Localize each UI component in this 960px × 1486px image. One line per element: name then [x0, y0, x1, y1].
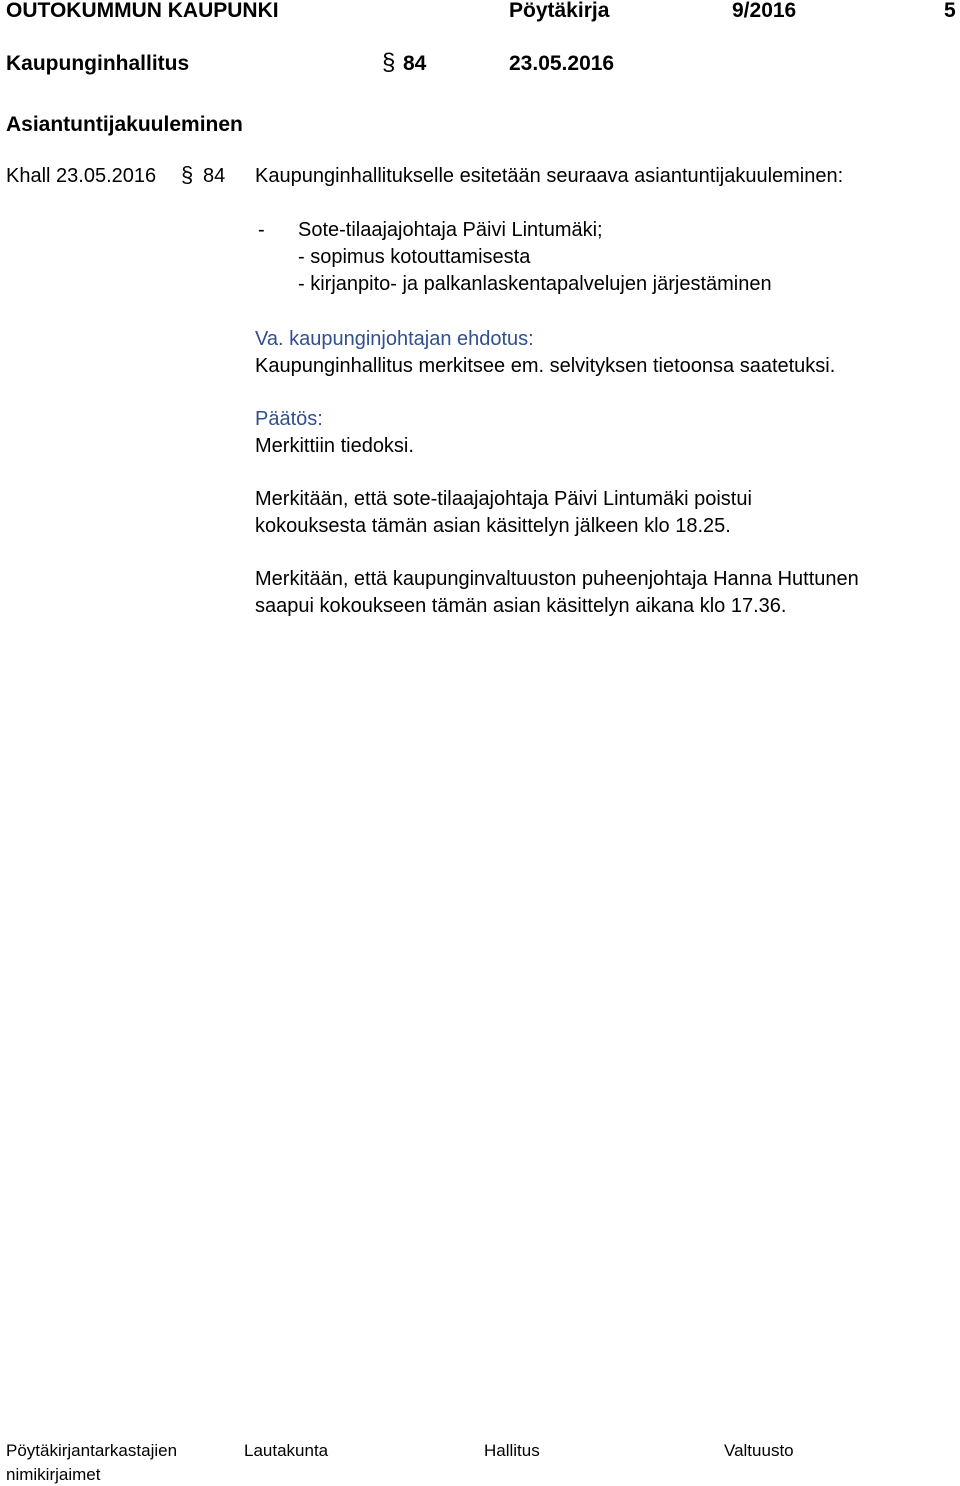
reference-section-number: 84 — [203, 165, 226, 187]
meeting-date: 23.05.2016 — [509, 52, 615, 75]
page-number: 5 — [944, 0, 956, 22]
bullet-dash: - — [258, 219, 265, 241]
proposal-label: Va. kaupunginjohtajan ehdotus: — [255, 328, 534, 350]
list-item: Sote-tilaajajohtaja Päivi Lintumäki; — [298, 219, 603, 241]
footer-signers-label: Pöytäkirjantarkastajien — [6, 1441, 178, 1460]
decision-text: Merkittiin tiedoksi. — [255, 435, 414, 457]
list-item: - sopimus kotouttamisesta — [298, 246, 531, 268]
note-line: Merkitään, että kaupunginvaltuuston puheenjohtaja Hanna Huttunen — [255, 568, 859, 590]
item-reference: Khall 23.05.2016 — [6, 165, 157, 187]
list-item: - kirjanpito- ja palkanlaskentapalvelujen järjestäminen — [298, 273, 772, 295]
reference-section-symbol: § — [181, 162, 194, 187]
body-name: Kaupunginhallitus — [6, 52, 190, 75]
footer-signers-label-2: nimikirjaimet — [6, 1465, 101, 1484]
document-issue: 9/2016 — [732, 0, 797, 22]
note-line: Merkitään, että sote-tilaajajohtaja Päivi Lintumäki poistui — [255, 488, 752, 510]
document-type: Pöytäkirja — [509, 0, 610, 22]
note-line: kokouksesta tämän asian käsittelyn jälkeen klo 18.25. — [255, 515, 731, 537]
proposal-text: Kaupunginhallitus merkitsee em. selvityksen tietoonsa saatetuksi. — [255, 355, 836, 377]
organization-name: OUTOKUMMUN KAUPUNKI — [6, 0, 279, 22]
footer-col-lautakunta: Lautakunta — [244, 1441, 329, 1460]
decision-label: Päätös: — [255, 408, 323, 430]
note-line: saapui kokoukseen tämän asian käsittelyn aikana klo 17.36. — [255, 595, 787, 617]
section-number: 84 — [403, 52, 427, 75]
footer-col-hallitus: Hallitus — [484, 1441, 540, 1460]
item-title: Asiantuntijakuuleminen — [6, 113, 243, 136]
intro-text: Kaupunginhallitukselle esitetään seuraava asiantuntijakuuleminen: — [255, 165, 844, 187]
footer-col-valtuusto: Valtuusto — [724, 1441, 794, 1460]
section-symbol: § — [382, 49, 396, 76]
